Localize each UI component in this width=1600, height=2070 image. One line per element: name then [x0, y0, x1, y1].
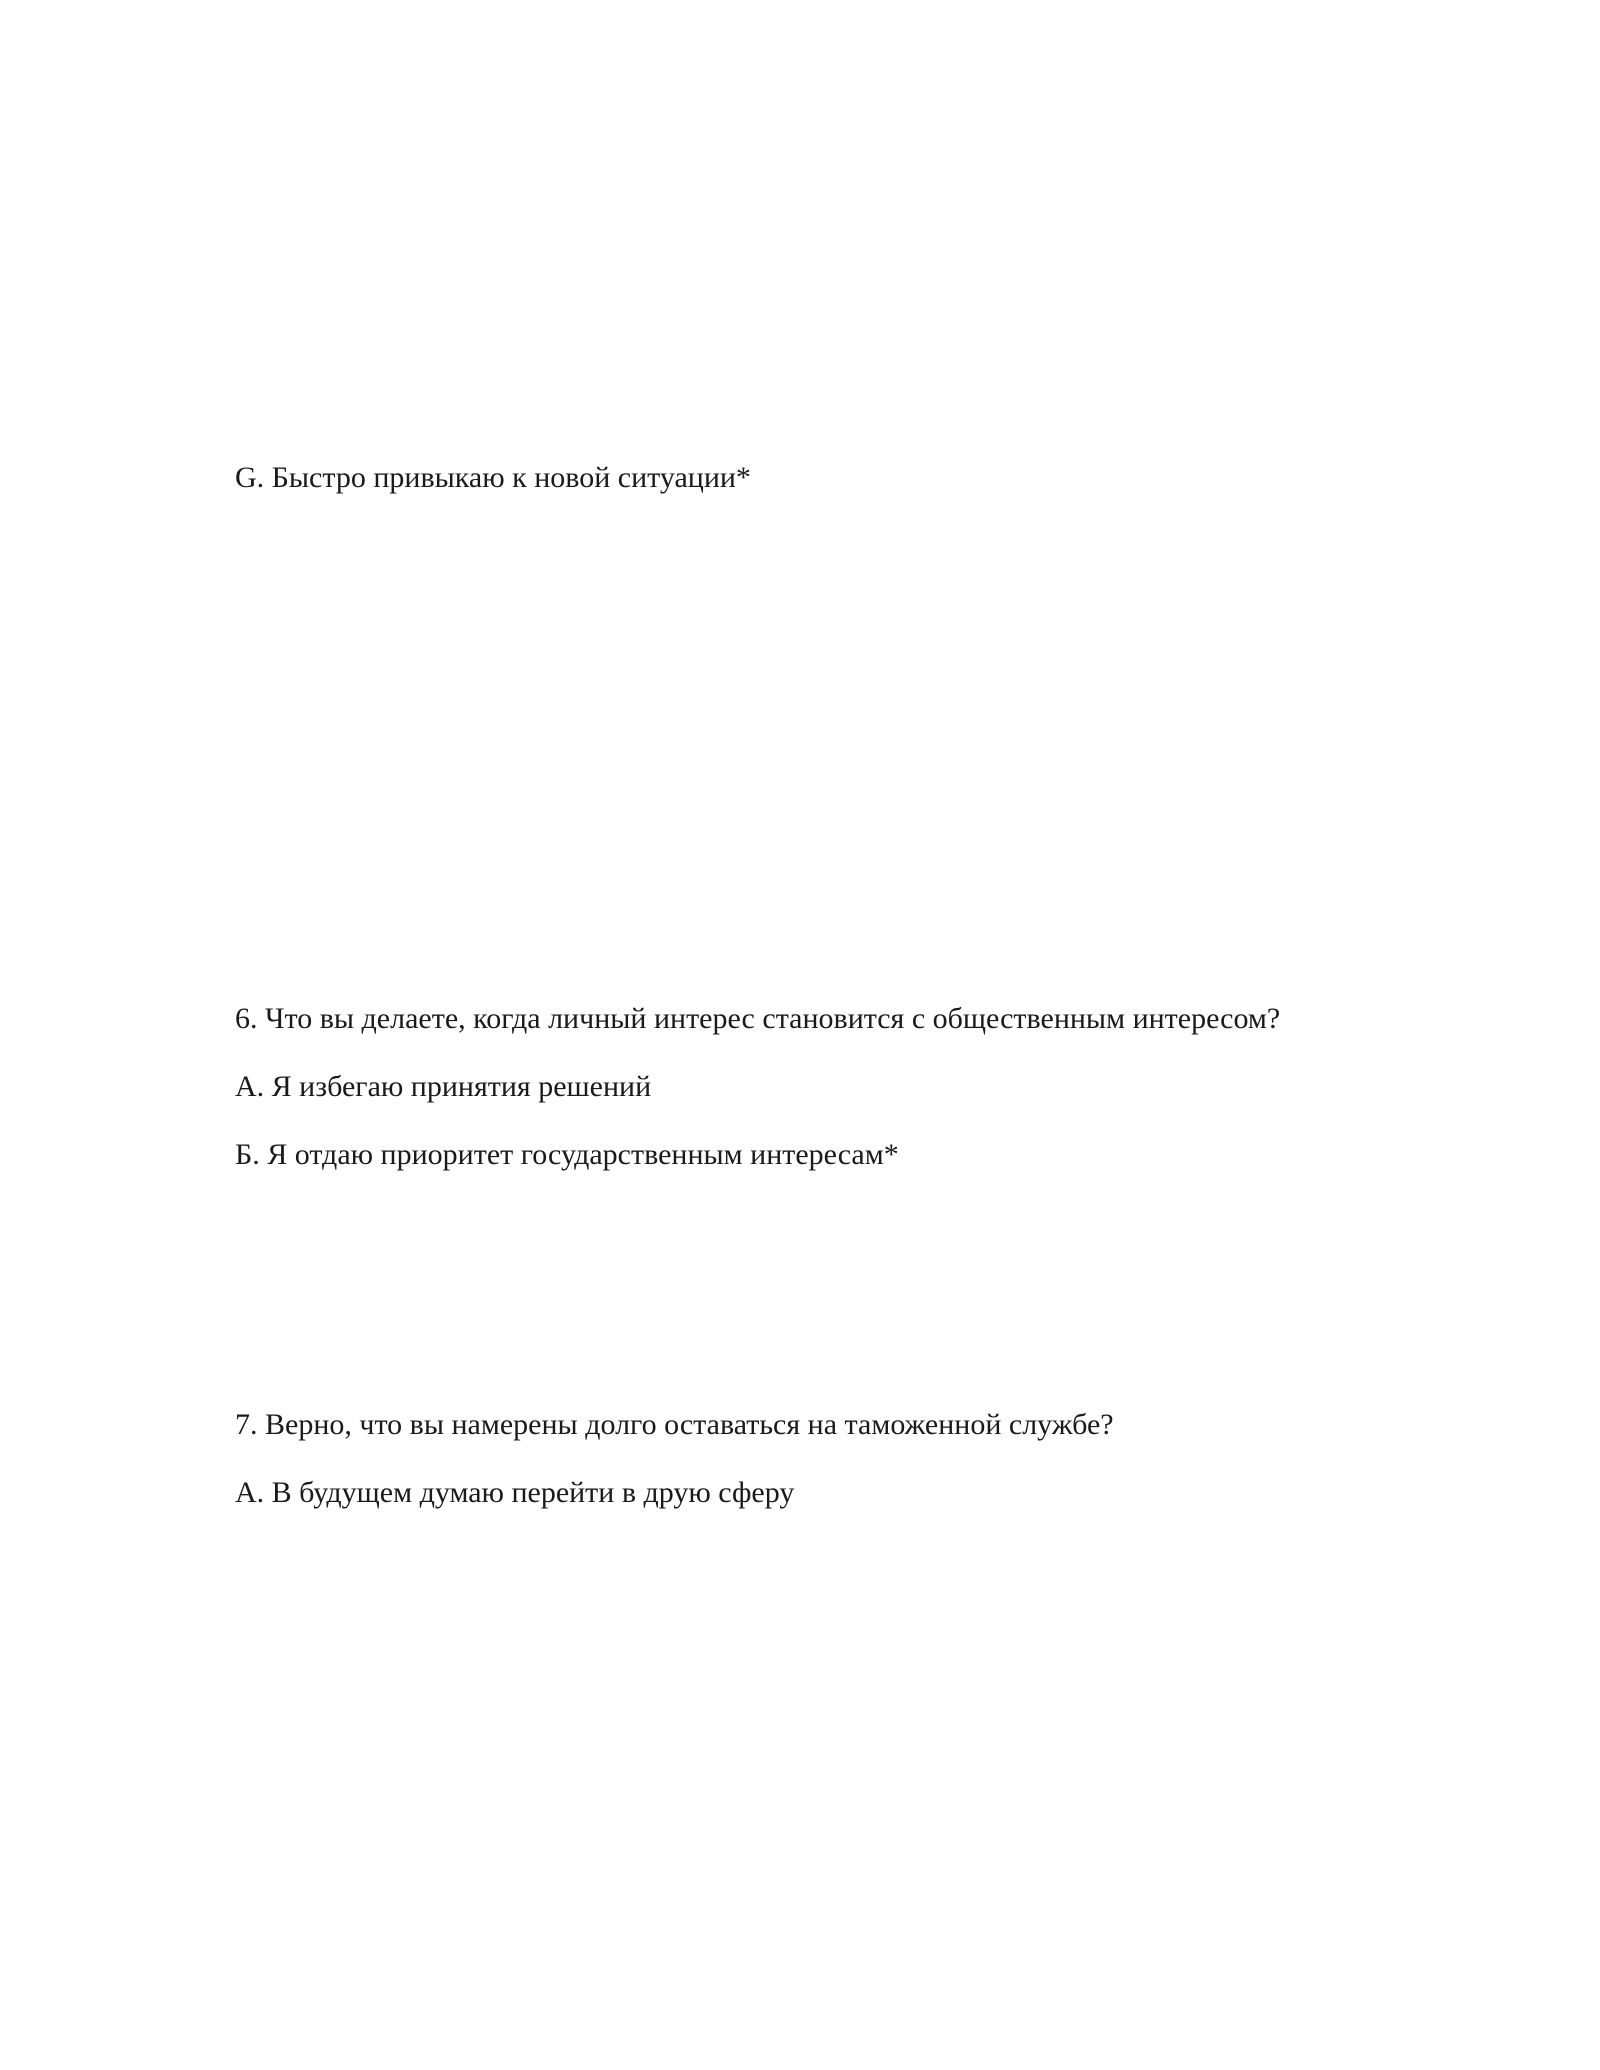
question-6: 6. Что вы делаете, когда личный интерес становится с общественным интересом?	[235, 1002, 1281, 1035]
question-7-option-a: А. В будущем думаю перейти в друю сферу	[235, 1476, 795, 1509]
question-6-option-a: А. Я избегаю принятия решений	[235, 1070, 652, 1103]
question-7: 7. Верно, что вы намерены долго оставаться на таможенной службе?	[235, 1408, 1114, 1441]
question-6-option-b: Б. Я отдаю приоритет государственным интересам*	[235, 1138, 899, 1171]
answer-option-g: G. Быстро привыкаю к новой ситуации*	[235, 461, 751, 494]
